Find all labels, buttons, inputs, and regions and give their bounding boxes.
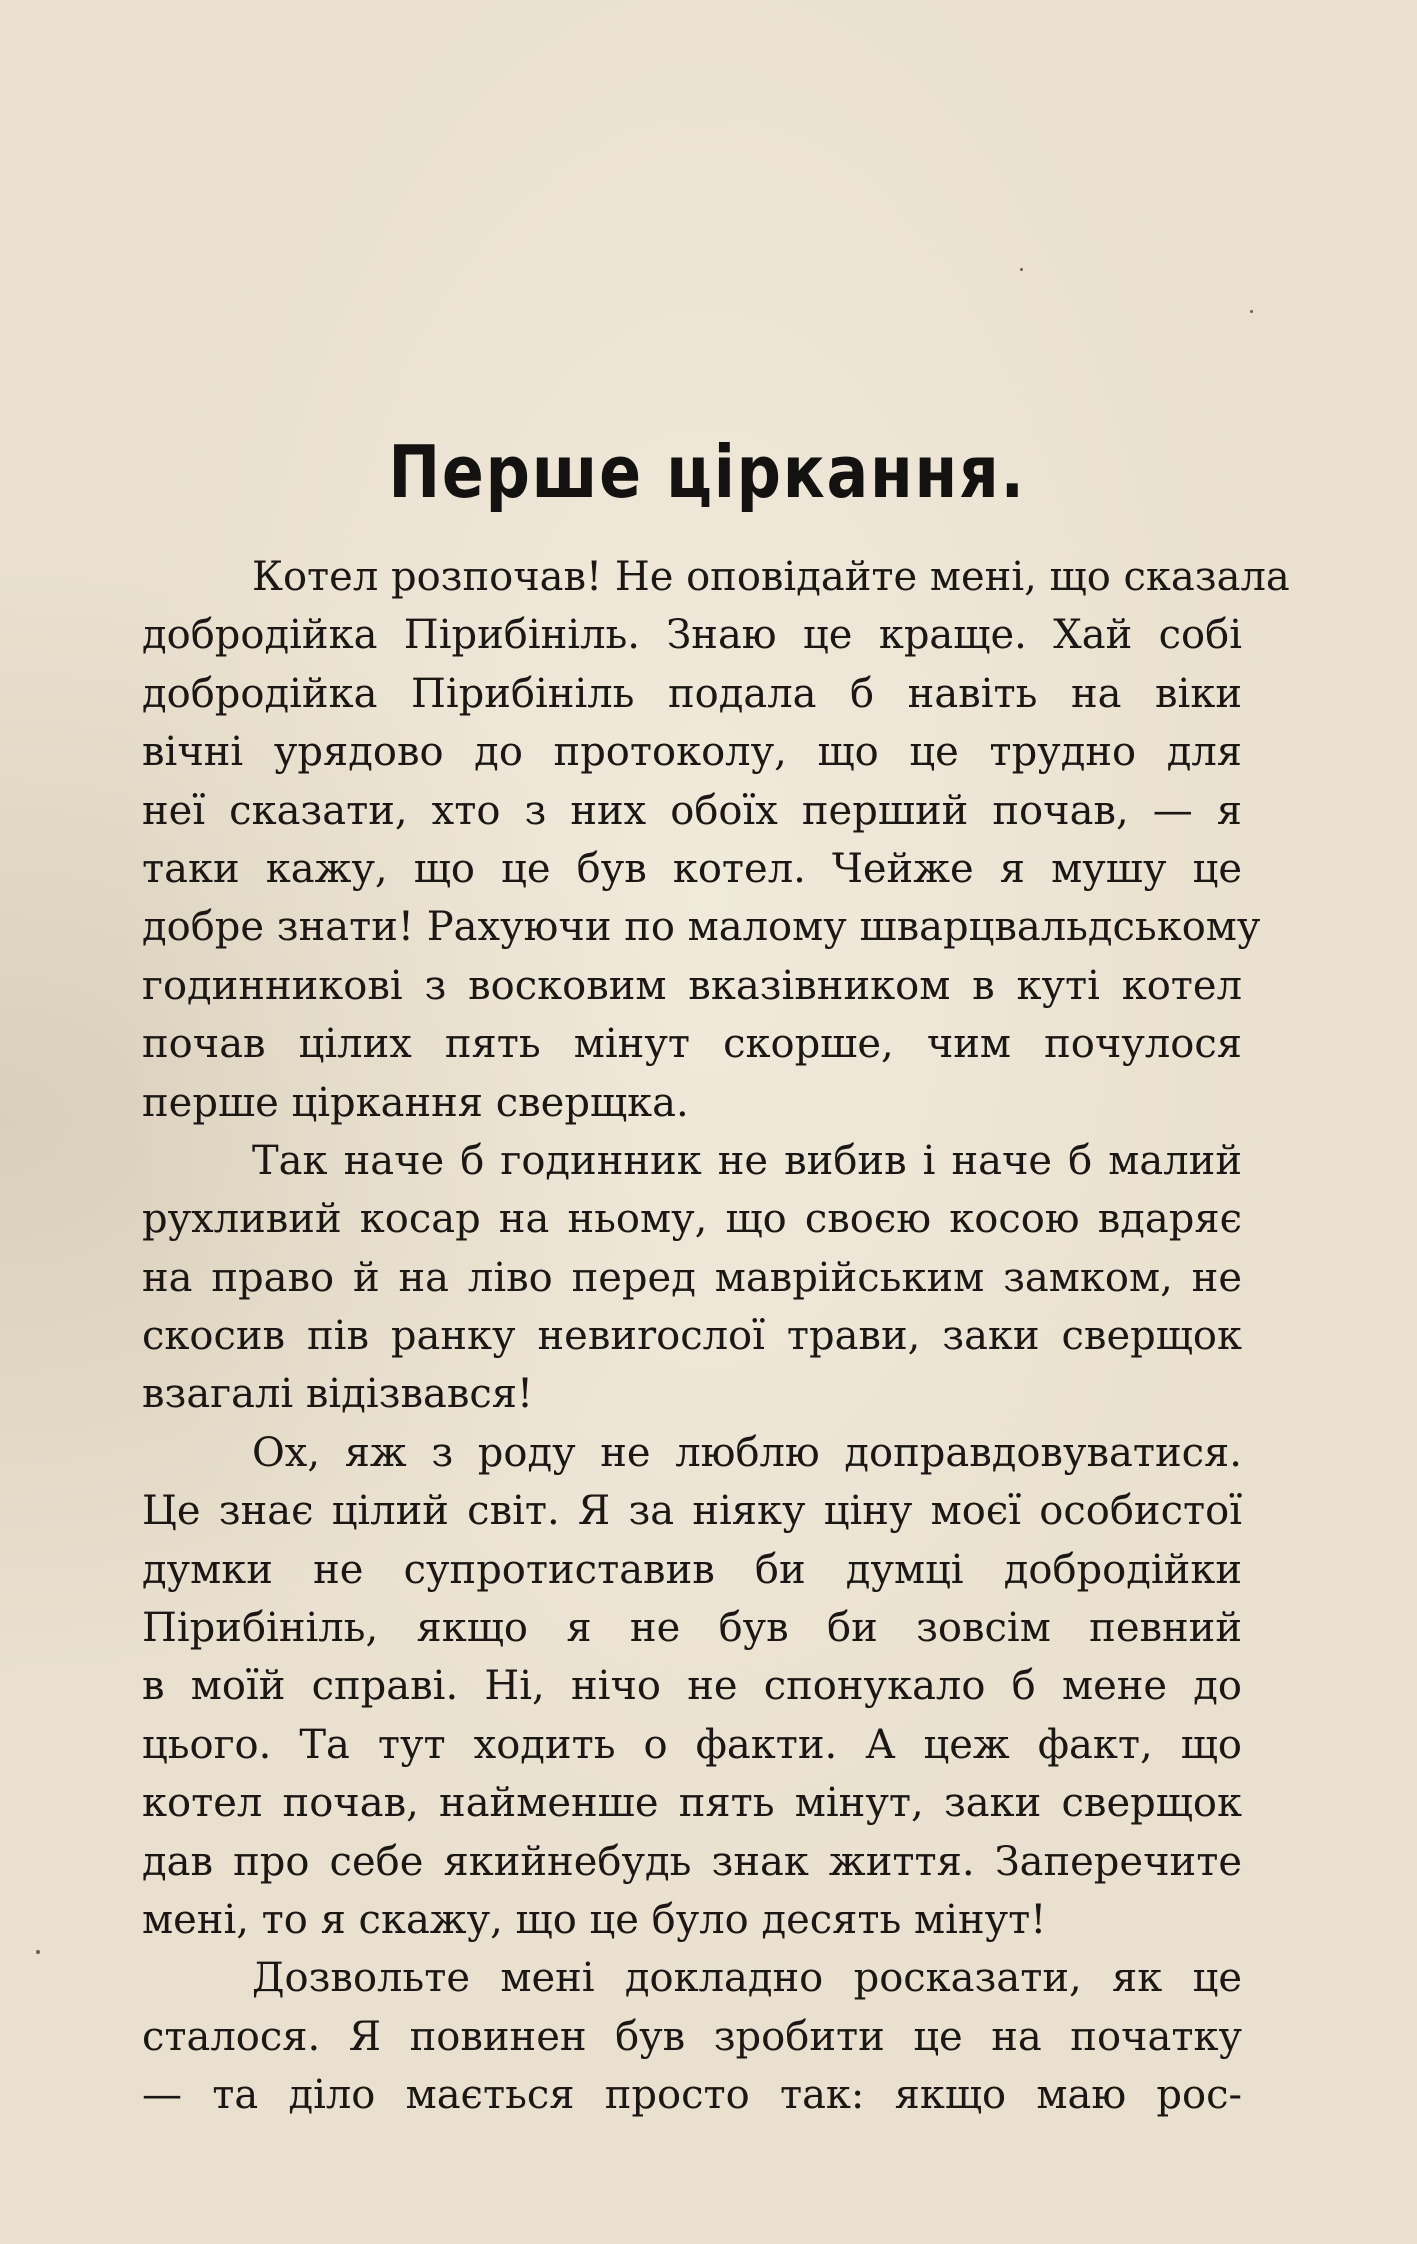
paragraph <box>142 1132 1242 1424</box>
text-line: на право й на ліво перед маврійським замком, не <box>142 1254 1242 1301</box>
text-line: Ох, яж з роду не люблю доправдовуватися. <box>252 1429 1242 1476</box>
text-line: — та діло мається просто так: якщо маю рос- <box>142 2072 1242 2119</box>
paragraph <box>142 1424 1242 1950</box>
text-line: цього. Та тут ходить о факти. А цеж факт, що <box>142 1721 1242 1768</box>
text-line: Пірибініль, якщо я не був би зовсім певний <box>142 1605 1242 1652</box>
text-line: добре знати! Рахуючи по малому шварцвальдському <box>142 904 1261 951</box>
chapter-title: Перше ціркання. <box>388 430 1026 514</box>
text-line: в моїй справі. Ні, нічо не спонукало б мене до <box>142 1663 1242 1710</box>
text-line: думки не супротиставив би думці добродійки <box>142 1546 1242 1593</box>
text-line: годинникові з восковим вказівником в куті котел <box>142 962 1242 1009</box>
paragraph <box>142 1949 1242 2124</box>
text-line: неї сказати, хто з них обоїх перший почав, — я <box>142 787 1242 834</box>
text-line: таки кажу, що це був котел. Чейже я мушу це <box>142 845 1242 892</box>
text-line: сталося. Я повинен був зробити це на початку <box>142 2013 1242 2060</box>
text-line: Так наче б годинник не вибив і наче б малий <box>252 1137 1242 1184</box>
text-line: почав цілих пять мінут скорше, чим почулося <box>142 1021 1242 1068</box>
ink-speck <box>1250 310 1253 313</box>
text-line: скосив пів ранку невиrослої трави, заки сверщок <box>142 1313 1242 1360</box>
ink-speck <box>1020 268 1023 271</box>
text-line: добродійка Пірибініль подала б навіть на віки <box>142 670 1242 717</box>
text-line: дав про себе якийнебудь знак життя. Заперечите <box>142 1838 1242 1885</box>
ink-speck <box>36 1950 40 1954</box>
text-line: рухливий косар на ньому, що своєю косою вдаряє <box>142 1196 1242 1243</box>
text-line: мені, то я скажу, що це було десять мінут! <box>142 1896 1047 1943</box>
text-line: вічні урядово до протоколу, що це трудно для <box>142 729 1242 776</box>
text-line: Це знає цілий світ. Я за ніяку ціну моєї особистої <box>142 1488 1242 1535</box>
text-line: перше ціркання сверщка. <box>142 1079 689 1126</box>
text-line: Котел розпочав! Не оповідайте мені, що сказала <box>252 554 1290 600</box>
text-line: котел почав, найменше пять мінут, заки сверщок <box>142 1780 1242 1827</box>
paragraph <box>142 548 1290 1132</box>
text-line: добродійка Пірибініль. Знаю це краще. Хай собі <box>142 612 1242 659</box>
body-text <box>142 548 1290 2125</box>
text-line: взагалі відізвався! <box>142 1371 534 1418</box>
text-line: Дозвольте мені докладно росказати, як це <box>252 1955 1242 2002</box>
